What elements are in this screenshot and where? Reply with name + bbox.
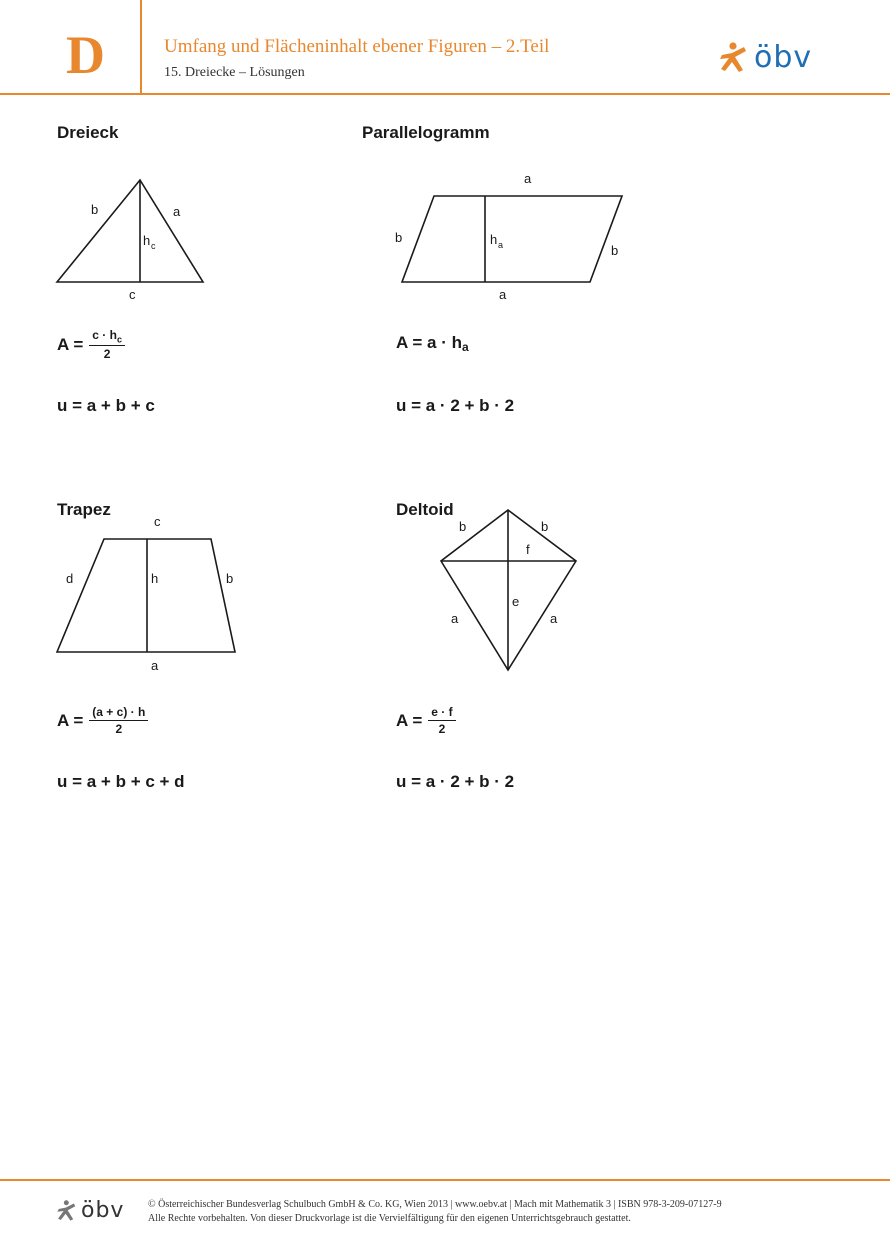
kite-area-formula — [396, 705, 456, 736]
trapezoid-area-denominator: 2 — [115, 722, 123, 736]
footer-line-2: Alle Rechte vorbehalten. Von dieser Druckvorlage ist die Vervielfältigung für den eigenen Unterrichtsgebrauch gestattet. — [148, 1213, 631, 1224]
footer-rule — [0, 1179, 890, 1181]
parallelogram-label-a-bottom: a — [499, 287, 507, 302]
kite-area-denominator: 2 — [438, 722, 446, 736]
chapter-letter: D — [66, 25, 105, 85]
footer-logo-wordmark: öbv — [81, 1198, 125, 1223]
trapezoid-area-numerator: (a + c) · h — [89, 705, 148, 721]
triangle-area-lhs: A = — [57, 334, 84, 354]
footer-logo — [56, 1198, 124, 1223]
parallelogram-perimeter-formula: u = a · 2 + b · 2 — [396, 396, 515, 415]
parallelogram-label-b-right: b — [611, 243, 619, 258]
parallelogram-label-a-top: a — [524, 171, 532, 186]
triangle-shape — [57, 180, 203, 282]
footer-asterisk-icon — [56, 1199, 78, 1223]
page-title: Umfang und Flächeninhalt ebener Figuren – 2.Teil — [164, 36, 550, 57]
trapezoid-area-formula — [57, 705, 148, 736]
footer-copyright — [148, 1198, 722, 1226]
kite-label-b-left: b — [459, 519, 467, 534]
kite-area-fraction — [428, 705, 455, 736]
kite-label-a-right: a — [550, 611, 558, 626]
trapezoid-label-a: a — [151, 658, 159, 673]
triangle-label-c: c — [129, 287, 136, 302]
parallelogram-label-h-sub: a — [498, 240, 504, 250]
kite-area-lhs: A = — [396, 710, 423, 730]
trapezoid-shape — [57, 539, 235, 652]
kite-heading: Deltoid — [396, 500, 454, 519]
triangle-area-formula — [57, 328, 125, 361]
kite-perimeter-formula: u = a · 2 + b · 2 — [396, 772, 515, 791]
trapezoid-area-lhs: A = — [57, 710, 84, 730]
trapezoid-label-b: b — [226, 571, 234, 586]
triangle-label-a: a — [173, 204, 181, 219]
page-subtitle: 15. Dreiecke – Lösungen — [164, 65, 305, 80]
kite-label-b-right: b — [541, 519, 549, 534]
parallelogram-label-b-left: b — [395, 230, 403, 245]
parallelogram-heading: Parallelogramm — [362, 123, 490, 142]
triangle-label-b: b — [91, 202, 99, 217]
triangle-label-h-sub: c — [151, 241, 156, 251]
parallelogram-shape — [402, 196, 622, 282]
logo-wordmark: öbv — [754, 40, 813, 75]
kite-label-a-left: a — [451, 611, 459, 626]
kite-label-e: e — [512, 594, 520, 609]
trapezoid-area-fraction — [89, 705, 148, 736]
kite-area-numerator: e · f — [428, 705, 455, 721]
triangle-area-fraction — [89, 328, 125, 361]
kite-label-f: f — [526, 542, 530, 557]
trapezoid-label-h: h — [151, 571, 159, 586]
triangle-label-h: h — [143, 233, 151, 248]
trapezoid-label-d: d — [66, 571, 74, 586]
triangle-heading: Dreieck — [57, 123, 119, 142]
parallelogram-label-h: h — [490, 232, 498, 247]
triangle-area-numerator: $c \cdot h_c$ — [89, 328, 125, 346]
trapezoid-label-c: c — [154, 514, 161, 529]
parallelogram-area-formula: A = a · h $_a$ — [396, 333, 469, 354]
trapezoid-heading: Trapez — [57, 500, 111, 519]
trapezoid-perimeter-formula: u = a + b + c + d — [57, 772, 185, 791]
footer-line-1: © Österreichischer Bundesverlag Schulbuch GmbH & Co. KG, Wien 2013 | www.oebv.at | Mach mit Mathematik 3 | ISBN 978-3-209-07127-9 — [148, 1199, 722, 1210]
triangle-area-denominator: 2 — [103, 347, 111, 362]
triangle-perimeter-formula: u = a + b + c — [57, 396, 155, 415]
